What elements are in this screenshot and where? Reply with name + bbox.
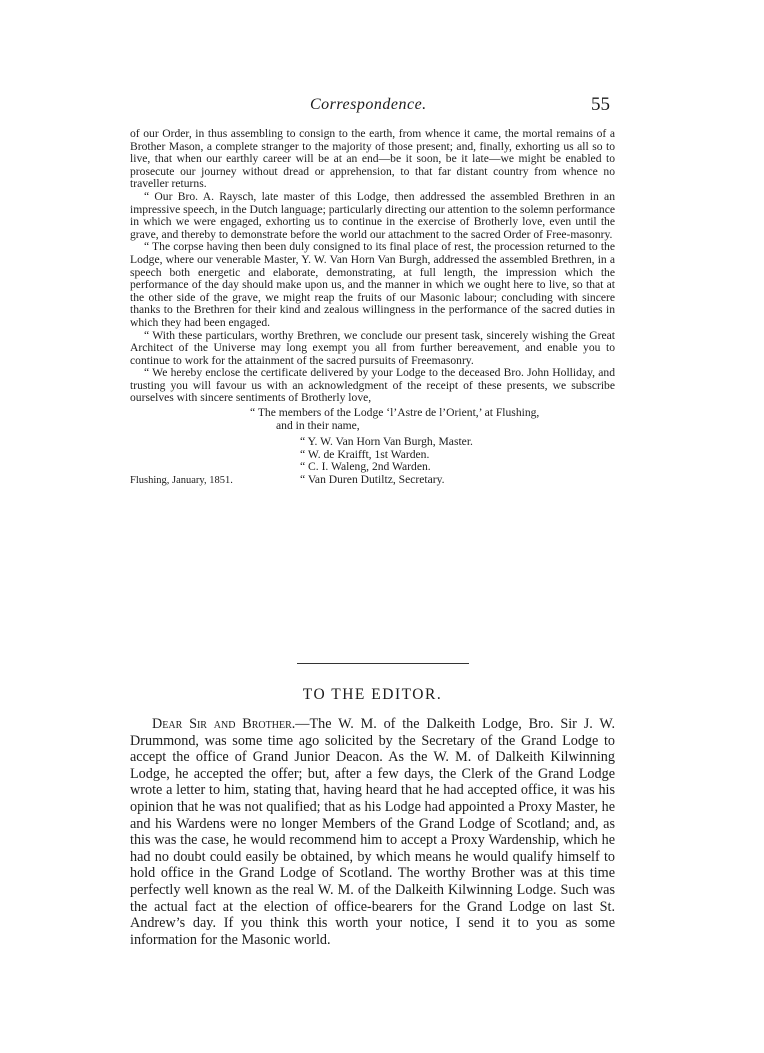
dateline: Flushing, January, 1851.	[130, 474, 233, 486]
running-title: Correspondence.	[310, 96, 427, 113]
running-head	[130, 96, 610, 120]
letter-paragraph: “ Our Bro. A. Raysch, late master of this Lodge, then addressed the assembled Brethren in an impressive speech, in the Dutch language; particularly directing our attention to the solemn performance in which we were engaged, exhorting us to continue in the exercise of Brotherly love, even until the grave, and thereby to demonstrate before the world our attachment to the sacred Order of Free-masonry.	[130, 189, 615, 241]
signatory: “ Y. W. Van Horn Van Burgh, Master.	[300, 435, 473, 449]
letter-paragraph: of our Order, in thus assembling to consign to the earth, from whence it came, the mortal remains of a Brother Mason, a complete stranger to the majority of those present; and, finally, exhorting us all so to live, that when our earthly career will be at an end—be it soon, be it late—we might be enabled to prosecute our journey without dread or apprehension, to that far distant country from whence no traveller returns.	[130, 127, 615, 191]
signoff	[250, 407, 615, 432]
signatory: “ C. I. Waleng, 2nd Warden.	[300, 460, 431, 474]
salutation: Dear Sir and Brother.	[152, 716, 296, 732]
editor-letter-body: —The W. M. of the Dalkeith Lodge, Bro. Sir J. W. Drummond, was some time ago solicited by the Secretary of the Grand Lodge to accept the office of Grand Junior Deacon. As the W. M. of Dalkeith Kilwinning Lodge, he accepted the offer; but, after a few days, the Clerk of the Grand Lodge wrote a letter to him, stating that, having heard that he had accepted office, it was his opinion that he was not qualified; that as his Lodge had appointed a Proxy Master, he and his Wardens were no longer Members of the Grand Lodge of Scotland; and, as this was the case, he would recommend him to accept a Proxy Wardenship, which he had no doubt could easily be obtained, by which means he would qualify himself to hold office in the Grand Lodge of Scotland. The worthy Brother was at this time perfectly well known as the real W. M. of the Dalkeith Kilwinning Lodge. Such was the actual fact at the election of office-bearers for the Grand Lodge on last St. Andrew’s day. If you think this worth your notice, I send it to you as some information for the Masonic world.	[130, 716, 615, 948]
letter-paragraph: “ The corpse having then been duly consigned to its final place of rest, the procession returned to the Lodge, where our venerable Master, Y. W. Van Horn Van Burgh, addressed the assembled Brethren, in a speech both energetic and elaborate, demonstrating, at full length, the impression which the performance of the day should make upon us, and the manner in which we ought here to live, so that at the other side of the grave, we might reap the fruits of our Masonic labour; concluding with sincere thanks to the Brethren for their kind and zealous willingness in the performance of the sacred duties in which they had been engaged.	[130, 240, 615, 329]
signatory: “ Van Duren Dutiltz, Secretary.	[300, 473, 445, 487]
signoff-line: and in their name,	[276, 418, 360, 432]
section-heading: TO THE EDITOR.	[302, 686, 443, 703]
letter-paragraph: “ With these particulars, worthy Brethren, we conclude our present task, sincerely wishing the Great Architect of the Universe may long exempt you all from further bereavement, and enable you to continue to work for the attainment of the sacred pursuits of Freemasonry.	[130, 328, 615, 367]
page-number: 55	[591, 94, 610, 115]
signatory: “ W. de Kraifft, 1st Warden.	[300, 447, 430, 461]
letter-continuation	[130, 128, 615, 487]
signoff-line: “ The members of the Lodge ‘l’Astre de l’Orient,’ at Flushing,	[250, 406, 540, 420]
section-divider	[297, 663, 469, 664]
letter-paragraph: “ We hereby enclose the certificate delivered by your Lodge to the deceased Bro. John Holliday, and trusting you will favour us with an acknowledgment of the receipt of these presents, we subscribe ourselves with sincere sentiments of Brotherly love,	[130, 366, 615, 405]
editor-letter-paragraph	[130, 716, 615, 948]
editor-letter	[130, 716, 615, 948]
